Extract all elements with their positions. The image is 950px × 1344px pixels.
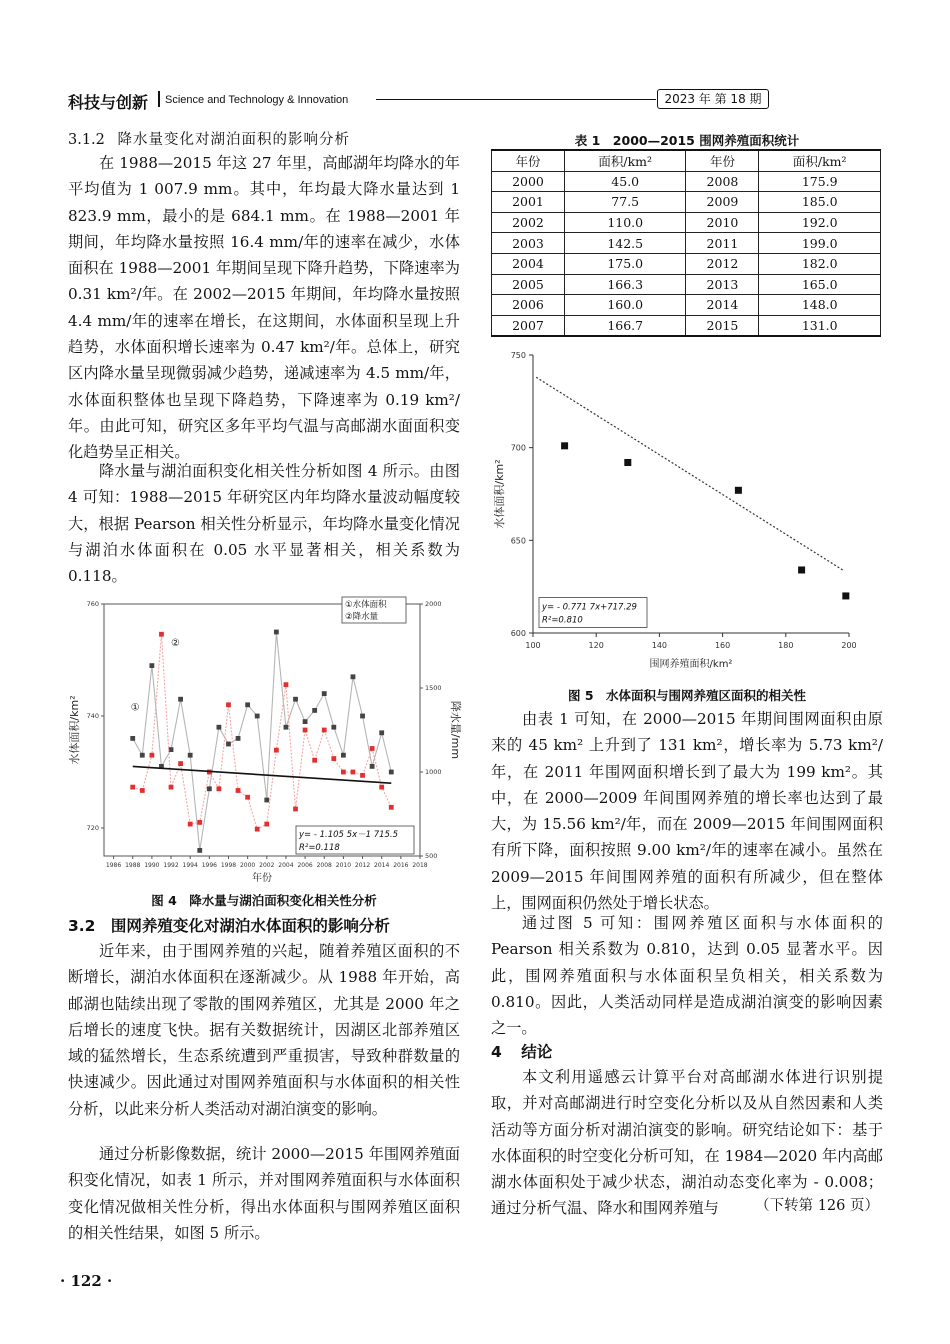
header-cell: 面积/km² xyxy=(564,150,686,171)
y2-axis-label: 降水量/mm xyxy=(449,700,462,760)
page-number: · 122 · xyxy=(60,1272,113,1290)
table-row xyxy=(492,233,881,254)
header-divider xyxy=(158,91,160,107)
data-point-precipitation xyxy=(312,758,317,763)
x-tick-label: 2014 xyxy=(374,862,390,869)
journal-name-en: Science and Technology & Innovation xyxy=(165,94,349,106)
data-point-water-area xyxy=(207,786,212,791)
paragraph: 由表 1 可知，在 2000—2015 年期间围网面积由原来的 45 km² 上升到了 131 km²，增长率为 5.73 km²/年，在 2011 年围网面积增长到了最大为 199 km²。其中，在 2000—2009 年间围网养殖的增长率也达到了最大，为 15.56 km²/年，而在 2009—2015 年间围网面积有所下降，面积按照 9.00 km²/年的速率在减小。虽然在 2009—2015 年间围网养殖的面积有所减少，但在整体上，围网面积仍然处于增长状态。 xyxy=(491,710,883,913)
data-point-precipitation xyxy=(188,822,193,827)
y-tick-label: 750 xyxy=(510,351,526,360)
section-4-heading xyxy=(491,1040,552,1062)
data-point-precipitation xyxy=(331,756,336,761)
x-axis-label: 围网养殖面积/km² xyxy=(649,659,733,670)
series-line-precipitation xyxy=(130,634,392,829)
table-cell: 131.0 xyxy=(759,315,881,336)
y2-tick-label: 1000 xyxy=(425,768,442,776)
data-point-precipitation xyxy=(322,728,327,733)
x-axis-label: 年份 xyxy=(252,873,272,884)
x-tick-label: 2008 xyxy=(316,862,332,869)
data-point-water-area xyxy=(360,714,365,719)
data-point-water-area xyxy=(178,697,183,702)
table-cell: 110.0 xyxy=(564,212,686,233)
y-tick-label: 720 xyxy=(86,824,99,832)
legend-entry: ②降水量 xyxy=(345,612,379,622)
x-tick-label: 1996 xyxy=(201,862,217,869)
section-number: 3.1.2 xyxy=(68,132,105,148)
data-point-water-area xyxy=(245,702,250,707)
x-tick-label: 200 xyxy=(841,641,857,650)
table-row xyxy=(492,253,881,274)
data-point-precipitation xyxy=(236,788,241,793)
table-1-caption: 表 1 2000—2015 围网养殖面积统计 xyxy=(574,133,800,148)
x-tick-label: 2016 xyxy=(393,862,409,869)
journal-name: 科技与创新 xyxy=(68,93,149,112)
table-cell: 2014 xyxy=(686,295,759,316)
header-cell: 年份 xyxy=(686,150,759,171)
data-point-precipitation xyxy=(159,632,164,637)
data-point-water-area xyxy=(217,725,222,730)
data-point-water-area xyxy=(379,730,384,735)
y2-tick-label: 2000 xyxy=(425,600,442,608)
x-tick-label: 2010 xyxy=(335,862,352,869)
series-line-water-area xyxy=(130,632,392,850)
paragraph: 近年来，由于围网养殖的兴起，随着养殖区面积的不断增长，湖泊水体面积在逐渐减少。从 1988 年开始，高邮湖也陆续出现了零散的围网养殖区，尤其是 2000 年之后增长的速度飞快。据有关数据统计，因湖区北部养殖区域的猛然增长，生态系统遭到严重损害，导致种群数量的快速减少。因此通过对围网养殖面积与水体面积的相关性分析，以此来分析人类活动对湖泊演变的影响。 xyxy=(68,942,460,1118)
data-point-water-area xyxy=(312,708,317,713)
data-point-precipitation xyxy=(379,785,384,790)
regression-equation: y= - 0.771 7x+717.29 xyxy=(542,602,637,613)
data-point-water-area xyxy=(331,725,336,730)
x-tick-label: 2000 xyxy=(239,862,256,869)
table-cell: 2004 xyxy=(492,253,565,274)
data-point-water-area xyxy=(188,753,193,758)
x-tick-label: 1994 xyxy=(182,862,198,869)
x-tick-label: 160 xyxy=(714,641,731,650)
table-cell: 2005 xyxy=(492,274,565,295)
table-cell: 2011 xyxy=(686,233,759,254)
figure-4-caption: 图 4 降水量与湖泊面积变化相关性分析 xyxy=(151,893,377,908)
y-axis-label: 水体面积/km² xyxy=(493,459,506,529)
data-point-water-area xyxy=(303,719,308,724)
section-title: 围网养殖变化对湖泊水体面积的影响分析 xyxy=(110,917,390,935)
data-point xyxy=(624,459,631,466)
y-axis-label: 水体面积/km² xyxy=(68,695,81,765)
trend-line xyxy=(133,766,392,783)
data-point-precipitation xyxy=(351,770,356,775)
x-tick-label: 140 xyxy=(651,641,668,650)
x-tick-label: 2012 xyxy=(354,862,371,869)
data-point-water-area xyxy=(197,848,202,853)
table-cell: 45.0 xyxy=(564,171,686,192)
x-tick-label: 100 xyxy=(525,641,541,650)
table-row xyxy=(492,192,881,213)
table-row xyxy=(492,171,881,192)
data-point-water-area xyxy=(236,736,241,741)
data-point-water-area xyxy=(226,742,231,747)
table-cell: 182.0 xyxy=(759,253,881,274)
table-cell: 77.5 xyxy=(564,192,686,213)
data-point-water-area xyxy=(149,663,154,668)
issue-badge: 2023 年 第 18 期 xyxy=(657,89,769,109)
data-point-precipitation xyxy=(293,807,298,812)
legend-entry: ①水体面积 xyxy=(345,600,387,610)
data-point-water-area xyxy=(130,736,135,741)
table-row xyxy=(492,274,881,295)
data-point-precipitation xyxy=(360,773,365,778)
data-point-precipitation xyxy=(226,702,231,707)
x-tick-label: 120 xyxy=(588,641,604,650)
data-point-precipitation xyxy=(217,786,222,791)
data-point-precipitation xyxy=(149,753,154,758)
data-point-precipitation xyxy=(264,822,269,827)
data-point-water-area xyxy=(370,764,375,769)
y2-tick-label: 1500 xyxy=(425,684,442,692)
table-cell: 142.5 xyxy=(564,233,686,254)
table-cell: 2012 xyxy=(686,253,759,274)
data-point-precipitation xyxy=(370,746,375,751)
data-point-water-area xyxy=(389,770,394,775)
page-header xyxy=(68,86,880,110)
data-point-precipitation xyxy=(341,770,346,775)
table-1 xyxy=(491,149,881,337)
table-cell: 2009 xyxy=(686,192,759,213)
table-cell: 165.0 xyxy=(759,274,881,295)
table-cell: 185.0 xyxy=(759,192,881,213)
paragraph: 通过图 5 可知：围网养殖区面积与水体面积的 Pearson 相关系数为 0.810，达到 0.05 显著水平。因此，围网养殖面积与水体面积呈负相关，相关系数为 0.810。因此，人类活动同样是造成湖泊演变的影响因素之一。 xyxy=(491,914,883,1038)
table-row xyxy=(492,295,881,316)
table-cell: 175.0 xyxy=(564,253,686,274)
r-squared: R²=0.118 xyxy=(299,843,340,853)
header-rule xyxy=(376,99,656,100)
data-point-water-area xyxy=(274,630,279,635)
table-cell: 2008 xyxy=(686,171,759,192)
data-point-precipitation xyxy=(245,795,250,800)
section-title: 降水量变化对湖泊面积的影响分析 xyxy=(117,132,351,148)
y-tick-label: 700 xyxy=(510,443,526,453)
table-cell: 2010 xyxy=(686,212,759,233)
x-tick-label: 1998 xyxy=(220,862,237,869)
data-point-precipitation xyxy=(303,728,308,733)
table-row xyxy=(492,212,881,233)
x-tick-label: 1988 xyxy=(125,862,141,869)
paragraph: 本文利用遥感云计算平台对高邮湖水体进行识别提取，并对高邮湖进行时空变化分析以及从自然因素和人类活动等方面分析对湖泊演变的影响。研究结论如下：基于水体面积的时空变化分析可知，在 1984—2020 年内高邮湖水体面积处于减少状态，湖泊动态变化率为 - 0.008；通过分析气温、降水和围网养殖与 xyxy=(491,1068,883,1218)
table-cell: 2015 xyxy=(686,315,759,336)
x-tick-label: 2004 xyxy=(278,862,294,869)
section-3-2-heading xyxy=(68,914,390,936)
data-point-precipitation xyxy=(274,748,279,753)
data-point-water-area xyxy=(255,714,260,719)
data-point-water-area xyxy=(351,674,356,679)
data-point-water-area xyxy=(341,753,346,758)
table-cell: 2013 xyxy=(686,274,759,295)
x-tick-label: 1986 xyxy=(105,862,122,869)
table-cell: 2000 xyxy=(492,171,565,192)
header-cell: 年份 xyxy=(492,150,565,171)
data-point-water-area xyxy=(322,691,327,696)
y-tick-label: 760 xyxy=(86,600,99,608)
series-marker-label: ① xyxy=(130,702,140,714)
paragraph: 降水量与湖泊面积变化相关性分析如图 4 所示。由图 4 可知：1988—2015 年研究区内年均降水量波动幅度较大，根据 Pearson 相关性分析显示，年均降水量变化情况与湖泊水体面积在 0.05 水平显著相关，相关系数为 0.118。 xyxy=(68,462,460,586)
series-marker-label: ② xyxy=(171,638,180,649)
data-point xyxy=(561,442,568,449)
continued-note: （下转第 126 页） xyxy=(755,1198,879,1214)
figure-4-chart xyxy=(68,594,460,886)
table-cell: 2002 xyxy=(492,212,565,233)
section-3-1-2-heading xyxy=(68,128,350,149)
regression-equation: y= - 1.105 5x－1 715.5 xyxy=(299,830,399,840)
table-cell: 148.0 xyxy=(759,295,881,316)
y-tick-label: 740 xyxy=(86,712,99,720)
data-point-precipitation xyxy=(169,785,174,790)
table-cell: 160.0 xyxy=(564,295,686,316)
plot-frame xyxy=(104,604,420,856)
section-title: 结论 xyxy=(521,1043,553,1061)
data-point-precipitation xyxy=(197,820,202,825)
data-point-water-area xyxy=(264,798,269,803)
data-point-water-area xyxy=(140,753,145,758)
section-number: 3.2 xyxy=(68,917,96,935)
x-tick-label: 2002 xyxy=(259,862,275,869)
data-point-precipitation xyxy=(178,761,183,766)
paragraph: 在 1988—2015 年这 27 年里，高邮湖年均降水的年平均值为 1 007.9 mm。其中，年均最大降水量达到 1 823.9 mm，最小的是 684.1 mm。在 1988—2001 年期间，年均降水量按照 16.4 mm/年的速率在减少，水体面积在 1988—2001 年期间呈现下降升趋势，下降速率为 0.31 km²/年。在 2002—2015 年期间，年均降水量按照 4.4 mm/年的速率在增长，在这期间，水体面积呈现上升趋势，水体面积增长速率为 0.47 km²/年。总体上，研究区内降水量呈现微弱减少趋势，递减速率为 4.5 mm/年，水体面积整体也呈现下降趋势，下降速率为 0.19 km²/年。由此可知，研究区多年平均气温与高邮湖水面面积变化趋势呈正相关。 xyxy=(68,154,460,462)
table-cell: 2001 xyxy=(492,192,565,213)
data-point-precipitation xyxy=(389,805,394,810)
table-cell: 2007 xyxy=(492,315,565,336)
table-cell: 166.3 xyxy=(564,274,686,295)
header-cell: 面积/km² xyxy=(759,150,881,171)
x-tick-label: 1990 xyxy=(144,862,160,869)
data-point-precipitation xyxy=(255,827,260,832)
data-point-precipitation xyxy=(140,788,145,793)
y2-tick-label: 500 xyxy=(425,852,438,860)
table-cell: 192.0 xyxy=(759,212,881,233)
y-tick-label: 600 xyxy=(510,629,526,638)
table-cell: 175.9 xyxy=(759,171,881,192)
r-squared: R²=0.810 xyxy=(542,615,583,626)
table-row xyxy=(492,315,881,336)
data-point xyxy=(735,487,742,494)
data-point-precipitation xyxy=(130,785,135,790)
y-tick-label: 650 xyxy=(510,536,526,546)
data-point xyxy=(842,592,849,599)
figure-5-chart xyxy=(491,345,883,675)
data-point-water-area xyxy=(293,697,298,702)
data-point-water-area xyxy=(284,725,289,730)
x-tick-label: 180 xyxy=(778,641,794,650)
table-cell: 166.7 xyxy=(564,315,686,336)
paragraph: 通过分析影像数据，统计 2000—2015 年围网养殖面积变化情况，如表 1 所示，并对围网养殖面积与水体面积变化情况做相关性分析，得出水体面积与围网养殖区面积的相关性结果，如图 5 所示。 xyxy=(68,1145,460,1242)
data-point-water-area xyxy=(169,747,174,752)
x-tick-label: 2006 xyxy=(297,862,313,869)
table-cell: 199.0 xyxy=(759,233,881,254)
table-cell: 2003 xyxy=(492,233,565,254)
x-tick-label: 1992 xyxy=(163,862,179,869)
section-number: 4 xyxy=(491,1043,502,1061)
figure-5-caption: 图 5 水体面积与围网养殖区面积的相关性 xyxy=(567,688,807,703)
trend-line xyxy=(536,377,843,570)
data-point xyxy=(798,566,805,573)
x-tick-label: 2018 xyxy=(412,862,428,869)
table-header-row xyxy=(492,150,881,171)
table-cell: 2006 xyxy=(492,295,565,316)
data-point-precipitation xyxy=(284,682,289,687)
